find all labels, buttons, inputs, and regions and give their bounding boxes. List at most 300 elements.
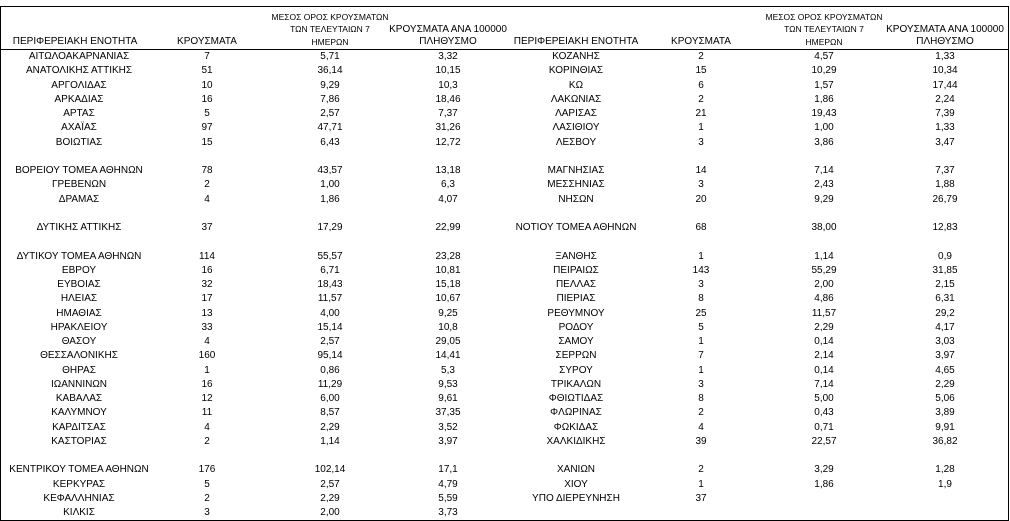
region-cell: ΚΟΖΑΝΗΣ [552,51,600,62]
avg7-cell: 18,43 [317,279,343,290]
per100k-cell: 12,72 [435,136,461,148]
per100k-cell: 9,91 [935,421,955,433]
region-cell: ΜΑΓΝΗΣΙΑΣ [547,165,605,176]
column-header-avg7-line2: ΤΩΝ ΤΕΛΕΥΤΑΙΩΝ 7 [784,24,864,34]
per100k-cell: 1,9 [938,478,952,490]
per100k-cell: 1,33 [935,51,955,62]
avg7-cell: 6,00 [320,393,340,404]
cases-cell: 11 [201,407,213,419]
table-row [505,378,1010,392]
table-row [505,392,1010,406]
avg7-cell: 2,14 [814,350,834,362]
cases-cell: 160 [198,350,216,362]
per100k-cell: 3,52 [438,421,458,433]
region-cell: ΗΜΑΘΙΑΣ [56,307,102,319]
avg7-cell: 0,14 [814,336,834,347]
column-header-region: ΠΕΡΙΦΕΡΕΙΑΚΗ ΕΝΟΤΗΤΑ [513,36,639,47]
cases-cell: 68 [695,222,707,233]
cases-cell: 4 [204,336,210,347]
table-row [505,435,1010,449]
region-cell: ΕΒΡΟΥ [61,264,97,276]
region-cell: ΚΕΡΚΥΡΑΣ [52,478,106,490]
per100k-cell: 5,06 [935,393,955,404]
table-row [505,335,1010,349]
avg7-cell: 1,86 [814,93,834,105]
right-table [505,0,1010,521]
per100k-cell: 31,26 [435,122,461,134]
avg7-cell: 7,14 [814,378,834,390]
table-row [505,178,1010,192]
table-row [505,292,1010,306]
region-cell: ΡΟΔΟΥ [558,321,594,333]
blank-row [0,235,505,249]
region-cell: ΘΑΣΟΥ [61,336,97,347]
avg7-cell: 2,00 [320,507,340,518]
table-row [0,136,505,150]
cases-cell: 15 [695,65,707,77]
table-row [505,278,1010,292]
table-row [0,278,505,292]
region-cell: ΚΑΒΑΛΑΣ [55,393,103,404]
cases-cell: 5 [204,478,210,490]
per100k-cell: 37,35 [435,407,461,419]
avg7-cell: 0,71 [814,421,834,433]
per100k-cell: 7,37 [438,108,458,119]
table-row [0,435,505,449]
cases-cell: 13 [201,307,213,319]
avg7-cell: 3,29 [814,464,834,476]
column-header-per100k-line2: ΠΛΗΘΥΣΜΟ [419,36,477,47]
table-row [0,121,505,135]
avg7-cell: 1,86 [814,478,834,490]
per100k-cell: 2,15 [935,279,955,290]
region-cell: ΗΛΕΙΑΣ [60,293,98,305]
per100k-cell: 10,67 [435,293,461,305]
avg7-cell: 10,29 [811,65,837,77]
cases-cell: 37 [695,492,707,504]
cases-cell: 2 [204,492,210,504]
region-cell: ΞΑΝΘΗΣ [555,250,597,262]
cases-cell: 17 [201,293,213,305]
per100k-cell: 17,1 [438,464,458,476]
per100k-cell: 12,83 [932,222,958,233]
avg7-cell: 1,00 [814,122,834,134]
cases-cell: 5 [698,321,704,333]
region-cell: ΧΙΟΥ [564,478,588,490]
column-header-avg7-line3: ΗΜΕΡΩΝ [311,37,349,47]
table-row [0,93,505,107]
table-row [505,121,1010,135]
avg7-cell: 1,86 [320,193,340,205]
region-cell: ΑΧΑΪΑΣ [61,122,97,134]
table-row [0,79,505,93]
avg7-cell: 2,29 [320,421,340,433]
per100k-cell: 3,97 [438,435,458,447]
region-cell: ΣΥΡΟΥ [559,364,593,376]
region-cell: ΠΙΕΡΙΑΣ [556,293,596,305]
region-cell: ΔΥΤΙΚΟΥ ΤΟΜΕΑ ΑΘΗΝΩΝ [16,250,142,262]
table-row [505,93,1010,107]
cases-cell: 37 [201,222,213,233]
table-row [0,421,505,435]
cases-cell: 97 [201,122,213,134]
table-row [0,364,505,378]
avg7-cell: 55,57 [317,250,343,262]
column-header-avg7-line2: ΤΩΝ ΤΕΛΕΥΤΑΙΩΝ 7 [290,24,370,34]
blank-row [505,449,1010,463]
avg7-cell: 0,14 [814,364,834,376]
cases-cell: 1 [698,336,704,347]
cases-cell: 3 [698,179,704,191]
table-row [505,221,1010,235]
column-header-avg7-line3: ΗΜΕΡΩΝ [805,37,843,47]
avg7-cell: 1,57 [814,79,834,91]
table-row [505,107,1010,121]
avg7-cell: 1,14 [814,250,834,262]
cases-cell: 3 [698,279,704,290]
table-body [505,0,1010,521]
region-cell: ΓΡΕΒΕΝΩΝ [51,179,107,191]
avg7-cell: 2,29 [814,321,834,333]
per100k-cell: 3,03 [935,336,955,347]
region-cell: ΛΑΡΙΣΑΣ [555,108,597,119]
cases-cell: 21 [695,108,707,119]
cases-cell: 3 [698,136,704,148]
cases-cell: 51 [201,65,213,77]
cases-cell: 2 [204,179,210,191]
per100k-cell: 3,32 [438,51,458,62]
cases-cell: 1 [698,364,704,376]
table-row [0,107,505,121]
per100k-cell: 2,24 [935,93,955,105]
cases-cell: 4 [698,421,704,433]
cases-cell: 25 [695,307,707,319]
per100k-cell: 6,3 [441,179,455,191]
table-row [505,64,1010,78]
cases-cell: 33 [201,321,213,333]
table-row [505,136,1010,150]
column-header-per100k-line1: ΚΡΟΥΣΜΑΤΑ ΑΝΑ 100000 [886,24,1004,35]
per100k-cell: 17,44 [932,79,958,91]
column-header-per100k-line1: ΚΡΟΥΣΜΑΤΑ ΑΝΑ 100000 [389,24,507,35]
table-row [0,321,505,335]
cases-cell: 32 [201,279,213,290]
avg7-cell: 6,71 [320,264,340,276]
avg7-cell: 3,86 [814,136,834,148]
cases-cell: 2 [698,464,704,476]
per100k-cell: 6,31 [935,293,955,305]
cases-cell: 5 [204,108,210,119]
table-row [505,50,1010,64]
region-cell: ΛΑΚΩΝΙΑΣ [550,93,602,105]
avg7-cell: 17,29 [317,222,343,233]
avg7-cell: 2,43 [814,179,834,191]
per100k-cell: 10,15 [435,65,461,77]
cases-cell: 8 [698,393,704,404]
region-cell: ΗΡΑΚΛΕΙΟΥ [50,321,108,333]
table-row [0,378,505,392]
table-row [0,164,505,178]
per100k-cell: 7,37 [935,165,955,176]
cases-cell: 78 [201,165,213,176]
table-row [505,364,1010,378]
table-row [505,492,1010,506]
cases-cell: 143 [692,264,710,276]
per100k-cell: 10,34 [932,65,958,77]
table-row [505,193,1010,207]
avg7-cell: 95,14 [317,350,343,362]
avg7-cell: 2,00 [814,279,834,290]
per100k-cell: 31,85 [932,264,958,276]
per100k-cell: 5,3 [441,364,455,376]
table-row [0,392,505,406]
cases-cell: 2 [698,93,704,105]
cases-cell: 176 [198,464,216,476]
per100k-cell: 22,99 [435,222,461,233]
avg7-cell: 22,57 [811,435,837,447]
avg7-cell: 0,86 [320,364,340,376]
avg7-cell: 11,29 [317,378,343,390]
region-cell: ΠΕΛΛΑΣ [555,279,597,290]
per100k-cell: 4,07 [438,193,458,205]
per100k-cell: 4,65 [935,364,955,376]
blank-row [505,235,1010,249]
cases-cell: 1 [698,122,704,134]
table-row [0,221,505,235]
region-cell: ΚΙΛΚΙΣ [63,507,95,518]
per100k-cell: 2,29 [935,378,955,390]
avg7-cell: 1,00 [320,179,340,191]
table-row [0,193,505,207]
cases-cell: 4 [204,193,210,205]
column-header-region: ΠΕΡΙΦΕΡΕΙΑΚΗ ΕΝΟΤΗΤΑ [12,36,138,47]
region-cell: ΣΕΡΡΩΝ [555,350,597,362]
region-cell: ΠΕΙΡΑΙΩΣ [553,264,599,276]
per100k-cell: 3,89 [935,407,955,419]
cases-cell: 1 [698,478,704,490]
region-cell: ΤΡΙΚΑΛΩΝ [550,378,602,390]
table-row [505,478,1010,492]
avg7-cell: 5,00 [814,393,834,404]
table-row [505,307,1010,321]
per100k-cell: 10,81 [435,264,461,276]
avg7-cell: 43,57 [317,165,343,176]
region-cell: ΦΩΚΙΔΑΣ [553,421,599,433]
region-cell: ΘΗΡΑΣ [62,364,96,376]
region-cell: ΛΑΣΙΘΙΟΥ [552,122,600,134]
per100k-cell: 13,18 [435,165,461,176]
region-cell: ΚΕΦΑΛΛΗΝΙΑΣ [43,492,115,504]
per100k-cell: 15,18 [435,279,461,290]
cases-cell: 3 [698,378,704,390]
region-cell: ΘΕΣΣΑΛΟΝΙΚΗΣ [40,350,118,362]
avg7-cell: 6,43 [320,136,340,148]
table-row [0,492,505,506]
cases-cell: 16 [201,378,213,390]
per100k-cell: 0,9 [938,250,952,262]
per100k-cell: 18,46 [435,93,461,105]
table-row [0,463,505,477]
avg7-cell: 38,00 [811,222,837,233]
table-row [0,506,505,520]
table-row [0,178,505,192]
blank-row [505,150,1010,164]
per100k-cell: 23,28 [435,250,461,262]
region-cell: ΛΕΣΒΟΥ [555,136,597,148]
cases-cell: 14 [695,165,707,176]
table-row [0,349,505,363]
region-cell: ΝΟΤΙΟΥ ΤΟΜΕΑ ΑΘΗΝΩΝ [515,222,637,233]
region-cell: ΜΕΣΣΗΝΙΑΣ [547,179,605,191]
region-cell: ΧΑΛΚΙΔΙΚΗΣ [546,435,606,447]
table-row [0,478,505,492]
column-header-per100k-line2: ΠΛΗΘΥΣΜΟ [916,36,974,47]
avg7-cell: 36,14 [317,65,343,77]
cases-cell: 2 [698,407,704,419]
cases-cell: 12 [201,393,213,404]
per100k-cell: 5,59 [438,492,458,504]
per100k-cell: 4,17 [935,321,955,333]
avg7-cell: 19,43 [811,108,837,119]
per100k-cell: 9,61 [438,393,458,404]
per100k-cell: 29,05 [435,336,461,347]
table-row [505,164,1010,178]
avg7-cell: 102,14 [314,464,346,476]
table-row [505,264,1010,278]
region-cell: ΔΡΑΜΑΣ [58,193,100,205]
region-cell: ΒΟΙΩΤΙΑΣ [55,136,103,148]
avg7-cell: 7,86 [320,93,340,105]
per100k-cell: 14,41 [435,350,461,362]
table-row [0,335,505,349]
per100k-cell: 3,73 [438,507,458,518]
region-cell: ΡΕΘΥΜΝΟΥ [547,307,605,319]
region-cell: ΔΥΤΙΚΗΣ ΑΤΤΙΚΗΣ [36,222,122,233]
blank-row [0,207,505,221]
blank-row [0,449,505,463]
cases-cell: 16 [201,264,213,276]
cases-cell: 2 [204,435,210,447]
blank-row [505,207,1010,221]
cases-cell: 1 [698,250,704,262]
region-cell: ΦΘΙΩΤΙΔΑΣ [548,393,604,404]
avg7-cell: 47,71 [317,122,343,134]
avg7-cell: 7,14 [814,165,834,176]
cases-cell: 7 [204,51,210,62]
cases-cell: 16 [201,93,213,105]
region-cell: ΚΑΡΔΙΤΣΑΣ [52,421,106,433]
table-row [0,264,505,278]
per100k-cell: 29,2 [935,307,955,319]
avg7-cell: 5,71 [320,51,340,62]
avg7-cell: 55,29 [811,264,837,276]
table-row [0,250,505,264]
region-cell: ΧΑΝΙΩΝ [556,464,596,476]
region-cell: ΚΑΛΥΜΝΟΥ [51,407,107,419]
region-cell: ΑΝΑΤΟΛΙΚΗΣ ΑΤΤΙΚΗΣ [25,65,133,77]
column-header-avg7-line1: ΜΕΣΟΣ ΟΡΟΣ ΚΡΟΥΣΜΑΤΩΝ [765,12,883,22]
per100k-cell: 9,25 [438,307,458,319]
avg7-cell: 2,57 [320,478,340,490]
region-cell: ΑΡΓΟΛΙΔΑΣ [51,79,107,91]
region-cell: ΑΙΤΩΛΟΑΚΑΡΝΑΝΙΑΣ [28,51,130,62]
region-cell: ΚΟΡΙΝΘΙΑΣ [548,65,604,77]
cases-cell: 2 [698,51,704,62]
table-row [0,64,505,78]
region-cell: ΚΩ [568,79,584,91]
avg7-cell: 1,14 [320,435,340,447]
avg7-cell: 9,29 [320,79,340,91]
region-cell: ΕΥΒΟΙΑΣ [57,279,101,290]
table-row [505,321,1010,335]
region-cell: ΣΑΜΟΥ [558,336,594,347]
cases-cell: 4 [204,421,210,433]
per100k-cell: 7,39 [935,108,955,119]
region-cell: ΒΟΡΕΙΟΥ ΤΟΜΕΑ ΑΘΗΝΩΝ [15,165,143,176]
per100k-cell: 10,3 [438,79,458,91]
avg7-cell: 0,43 [814,407,834,419]
blank-row [0,150,505,164]
table-row [0,406,505,420]
per100k-cell: 36,82 [932,435,958,447]
per100k-cell: 4,79 [438,478,458,490]
column-header-cases: ΚΡΟΥΣΜΑΤΑ [177,36,237,47]
avg7-cell: 11,57 [317,293,343,305]
region-cell: ΙΩΑΝΝΙΝΩΝ [50,378,108,390]
region-cell: ΚΑΣΤΟΡΙΑΣ [51,435,107,447]
cases-cell: 15 [201,136,213,148]
per100k-cell: 3,47 [935,136,955,148]
table-row [505,79,1010,93]
column-header-cases: ΚΡΟΥΣΜΑΤΑ [671,36,731,47]
per100k-cell: 26,79 [932,193,958,205]
cases-cell: 114 [199,250,215,262]
column-header-avg7-line1: ΜΕΣΟΣ ΟΡΟΣ ΚΡΟΥΣΜΑΤΩΝ [271,12,389,22]
table-row [505,463,1010,477]
avg7-cell: 8,57 [320,407,340,419]
table-row [0,50,505,64]
per100k-cell: 3,97 [935,350,955,362]
avg7-cell: 2,57 [320,108,340,119]
avg7-cell: 15,14 [317,321,343,333]
cases-cell: 39 [695,435,707,447]
cases-cell: 10 [201,79,213,91]
cases-cell: 6 [698,79,704,91]
table-row [0,307,505,321]
table-row [505,406,1010,420]
avg7-cell: 2,29 [320,492,340,504]
cases-cell: 20 [695,193,707,205]
per100k-cell: 1,33 [935,122,955,134]
region-cell: ΚΕΝΤΡΙΚΟΥ ΤΟΜΕΑ ΑΘΗΝΩΝ [9,464,149,476]
region-cell: ΦΛΩΡΙΝΑΣ [550,407,602,419]
cases-cell: 3 [204,507,210,518]
per100k-cell: 9,53 [438,378,458,390]
avg7-cell: 9,29 [814,193,834,205]
avg7-cell: 2,57 [320,336,340,347]
region-cell: ΑΡΤΑΣ [63,108,95,119]
avg7-cell: 11,57 [811,307,837,319]
cases-cell: 7 [698,350,704,362]
per100k-cell: 10,8 [438,321,458,333]
avg7-cell: 4,86 [814,293,834,305]
cases-cell: 1 [204,364,210,376]
table-row [505,421,1010,435]
region-cell: ΥΠΟ ΔΙΕΡΕΥΝΗΣΗ [532,492,620,504]
per100k-cell: 1,28 [935,464,955,476]
table-row [505,349,1010,363]
per100k-cell: 1,88 [935,179,955,191]
